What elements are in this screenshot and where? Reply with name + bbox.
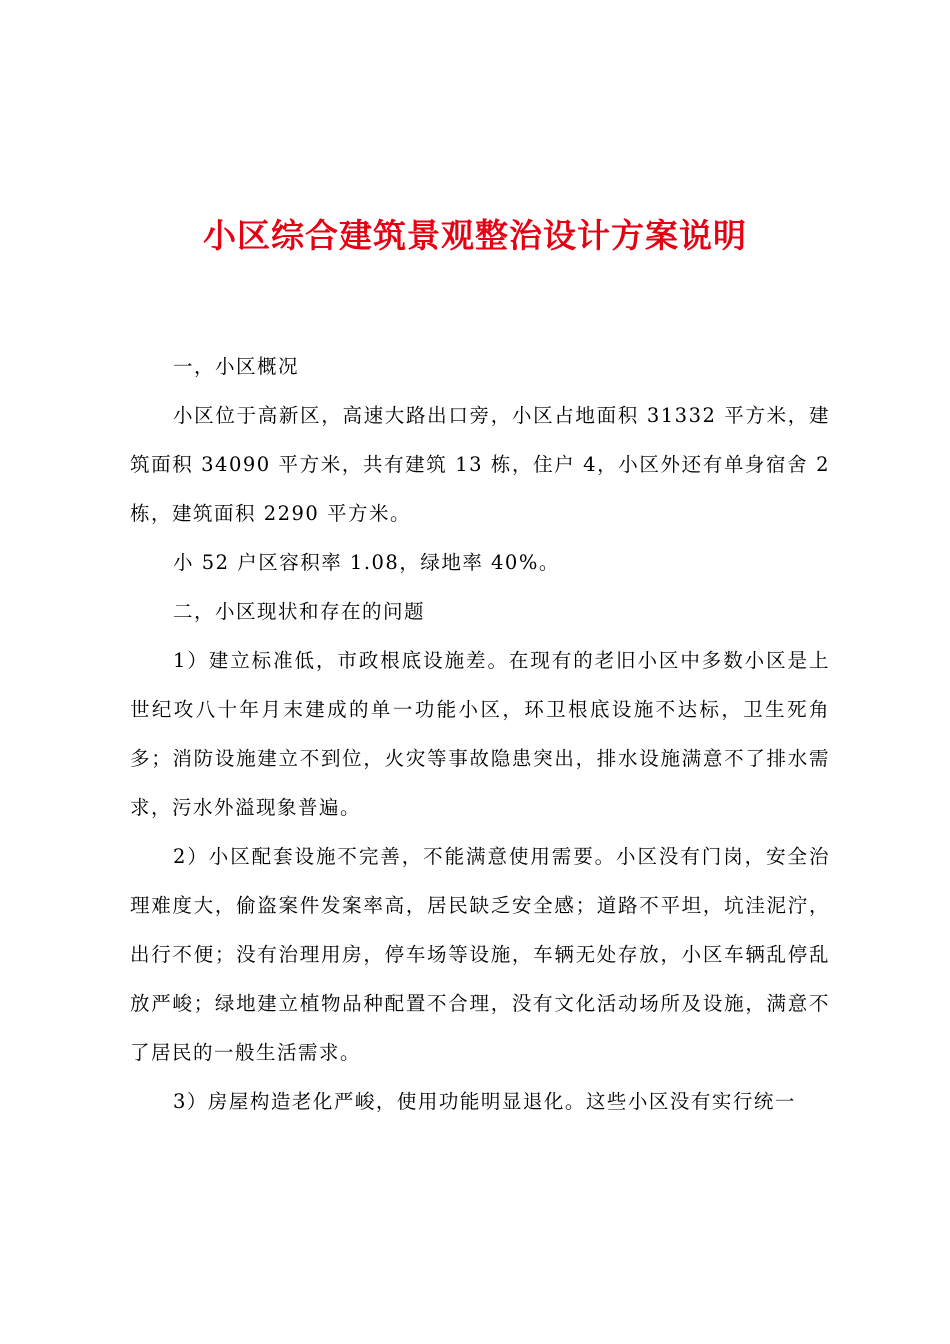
paragraph-overview-location: 小区位于高新区，高速大路出口旁，小区占地面积 31332 平方米，建筑面积 34090 平方米，共有建筑 13 栋，住户 4，小区外还有单身宿舍 2 栋，建筑面积 2290 平方米。 (130, 404, 830, 525)
paragraph-overview-ratios: 小 52 户区容积率 1.08，绿地率 40%。 (173, 551, 560, 574)
document-title: 小区综合建筑景观整治设计方案说明 (203, 216, 747, 255)
document-body (130, 342, 830, 1126)
paragraph-problem-1: 1）建立标准低，市政根底设施差。在现有的老旧小区中多数小区是上世纪攻八十年月末建成的单一功能小区，环卫根底设施不达标，卫生死角多；消防设施建立不到位，火灾等事故隐患突出，排水设施满意不了排水需求，污水外溢现象普遍。 (130, 649, 830, 819)
section-heading-overview: 一，小区概况 (173, 355, 300, 378)
paragraph-problem-2: 2）小区配套设施不完善，不能满意使用需要。小区没有门岗，安全治理难度大，偷盗案件发案率高，居民缺乏安全感；道路不平坦，坑洼泥泞，出行不便；没有治理用房，停车场等设施，车辆无处存放，小区车辆乱停乱放严峻；绿地建立植物品种配置不合理，没有文化活动场所及设施，满意不了居民的一般生活需求。 (130, 845, 830, 1064)
section-heading-problems: 二，小区现状和存在的问题 (173, 600, 426, 623)
paragraph-problem-3: 3）房屋构造老化严峻，使用功能明显退化。这些小区没有实行统一 (173, 1090, 796, 1113)
